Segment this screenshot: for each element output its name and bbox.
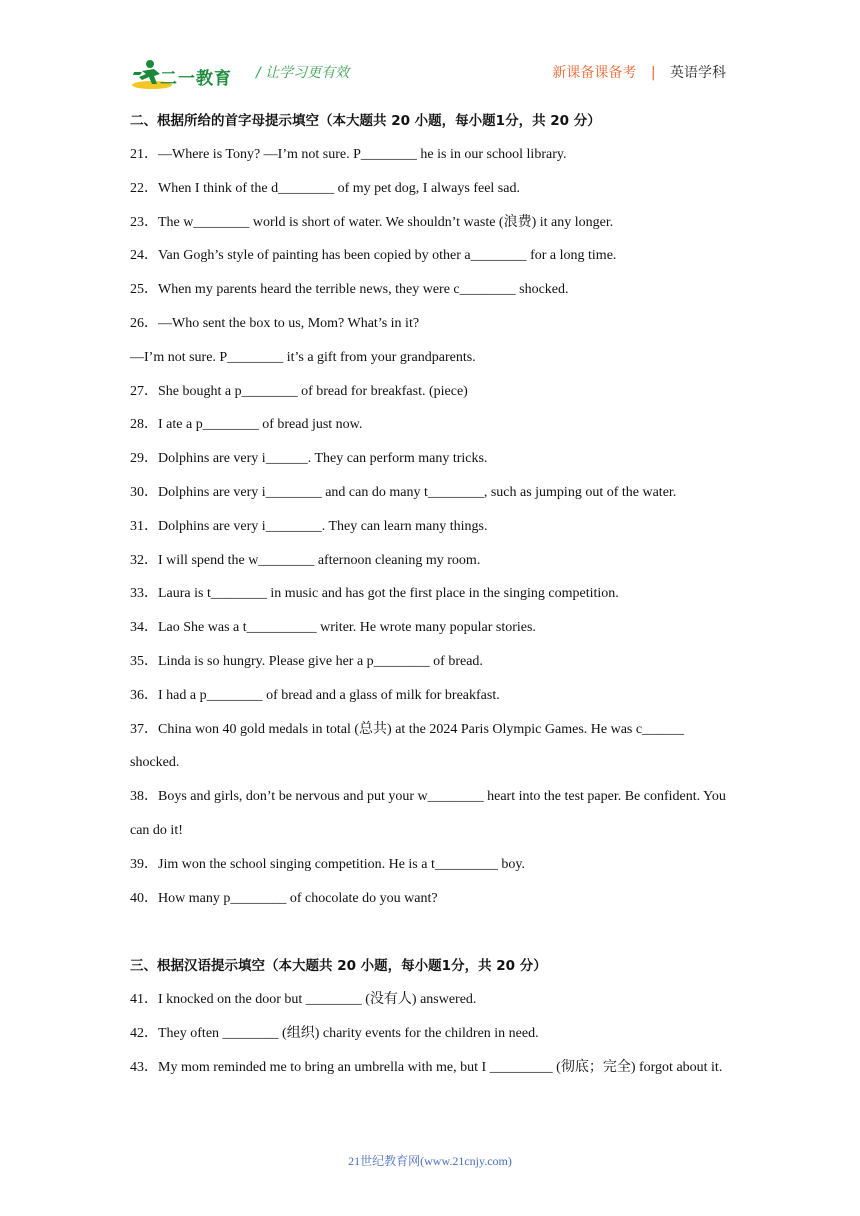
header-separator: | bbox=[650, 65, 656, 81]
page-footer: 21世纪教育网(www.21cnjy.com) bbox=[348, 1154, 512, 1168]
question-29: 29．Dolphins are very i______. They can perform many tricks. bbox=[130, 451, 488, 467]
brand-logo bbox=[130, 58, 245, 92]
question-23: 23．The w________ world is short of water. We shouldn’t waste (浪费) it any longer. bbox=[130, 214, 614, 230]
page-header bbox=[130, 56, 730, 96]
slogan: / 让学习更有效 bbox=[256, 65, 350, 81]
question-26-reply: —I’m not sure. P________ it’s a gift from your grandparents. bbox=[130, 349, 476, 365]
question-37: 37．China won 40 gold medals in total (总共) at the 2024 Paris Olympic Games. He was c______ shocked. bbox=[130, 721, 685, 771]
question-24: 24．Van Gogh’s style of painting has been copied by other a________ for a long time. bbox=[130, 248, 617, 264]
question-27: 27．She bought a p________ of bread for breakfast. (piece) bbox=[130, 383, 468, 399]
section-title-3: 三、根据汉语提示填空（本大题共 20 小题，每小题1分，共 20 分） bbox=[130, 958, 547, 975]
question-22: 22．When I think of the d________ of my pet dog, I always feel sad. bbox=[130, 180, 520, 196]
question-38: 38．Boys and girls, don’t be nervous and put your w________ heart into the test paper. Be confident. You can do it! bbox=[130, 789, 726, 838]
question-35: 35．Linda is so hungry. Please give her a p________ of bread. bbox=[130, 653, 483, 669]
question-34: 34．Lao She was a t__________ writer. He wrote many popular stories. bbox=[130, 620, 536, 636]
section-title-2: 二、根据所给的首字母提示填空（本大题共 20 小题，每小题1分，共 20 分） bbox=[130, 113, 601, 129]
question-21: 21．—Where is Tony? —I’m not sure. P________ he is in our school library. bbox=[130, 147, 567, 162]
question-26: 26．—Who sent the box to us, Mom? What’s in it? bbox=[130, 315, 420, 331]
question-28: 28．I ate a p________ of bread just now. bbox=[130, 417, 363, 433]
question-33: 33．Laura is t________ in music and has got the first place in the singing competition. bbox=[130, 586, 619, 602]
question-42: 42．They often ________ (组织) charity events for the children in need. bbox=[130, 1025, 539, 1041]
logo-text: 二一教育 bbox=[160, 69, 232, 89]
question-43: 43．My mom reminded me to bring an umbrella with me, but I _________ (彻底；完全) forgot about it. bbox=[130, 1059, 723, 1075]
subject-label: 英语学科 bbox=[670, 65, 726, 81]
section-spacer bbox=[130, 915, 735, 949]
question-32: 32．I will spend the w________ afternoon cleaning my room. bbox=[130, 552, 481, 568]
header-right bbox=[552, 62, 726, 82]
question-40: 40．How many p________ of chocolate do you want? bbox=[130, 890, 438, 906]
question-41: 41．I knocked on the door but ________ (没有人) answered. bbox=[130, 992, 477, 1008]
course-label: 新课备课备考 bbox=[552, 65, 637, 81]
question-30: 30．Dolphins are very i________ and can do many t________, such as jumping out of the water. bbox=[130, 484, 677, 500]
question-25: 25．When my parents heard the terrible news, they were c________ shocked. bbox=[130, 282, 569, 298]
question-39: 39．Jim won the school singing competition. He is a t_________ boy. bbox=[130, 856, 525, 872]
document-body bbox=[130, 104, 735, 1085]
question-31: 31．Dolphins are very i________. They can learn many things. bbox=[130, 518, 488, 534]
question-36: 36．I had a p________ of bread and a glass of milk for breakfast. bbox=[130, 687, 500, 703]
